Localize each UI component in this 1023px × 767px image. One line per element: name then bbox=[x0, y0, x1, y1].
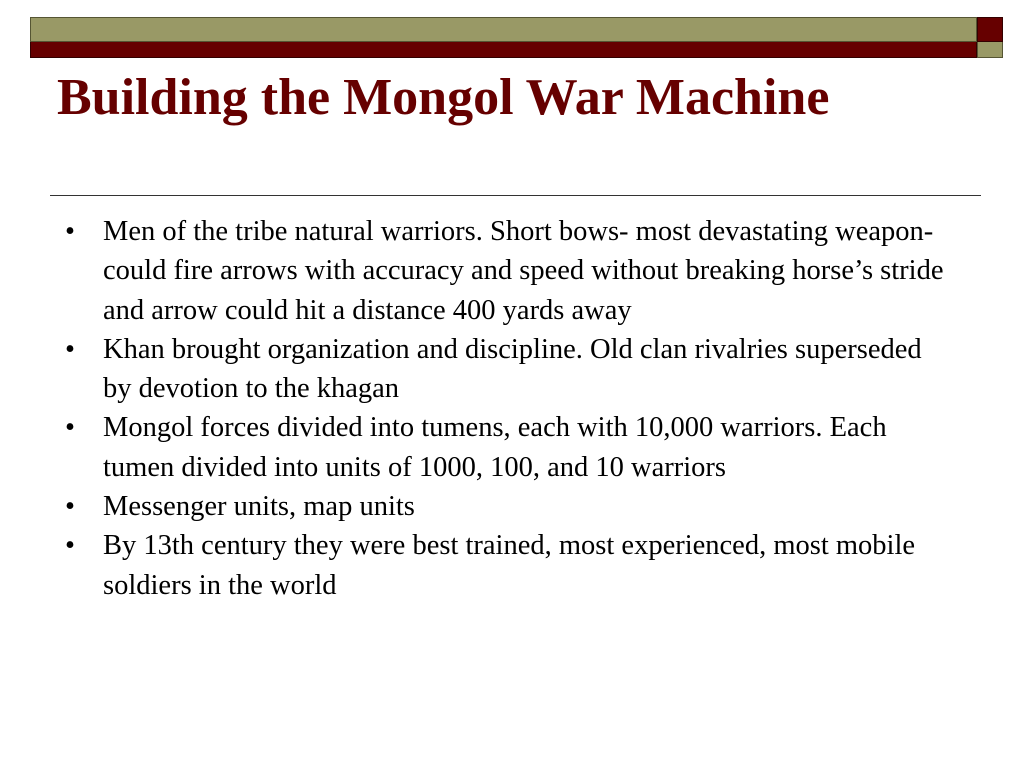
bullet-text: Messenger units, map units bbox=[103, 491, 415, 523]
bullet-text: Mongol forces divided into tumens, each with 10,000 warriors. Each tumen divided into units of 1000, 100, and 10 warriors bbox=[103, 412, 887, 483]
bullet-dot-icon: • bbox=[65, 216, 75, 247]
bullet-item bbox=[65, 408, 955, 487]
bullet-list bbox=[65, 212, 955, 605]
bullet-item bbox=[65, 487, 955, 526]
bullet-dot-icon: • bbox=[65, 491, 75, 523]
bullet-text: By 13th century they were best trained, most experienced, most mobile soldiers in the world bbox=[103, 530, 916, 601]
bullet-dot-icon: • bbox=[65, 333, 75, 365]
header-olive-bar bbox=[30, 17, 977, 42]
bullet-text: Khan brought organization and discipline. Old clan rivalries superseded by devotion to the khagan bbox=[103, 333, 922, 405]
bullet-text: Men of the tribe natural warriors. Short bows- most devastating weapon- could fire arrows with accuracy and speed without breaking horse’s stride and arrow could hit a distance 400 yards away bbox=[103, 216, 944, 326]
bullet-dot-icon: • bbox=[65, 530, 75, 562]
bullet-item bbox=[65, 212, 955, 330]
bullet-item bbox=[65, 526, 955, 605]
bullet-item bbox=[65, 330, 955, 409]
title-divider bbox=[50, 195, 981, 196]
slide-title: Building the Mongol War Machine bbox=[57, 69, 830, 126]
header-maroon-bar bbox=[30, 42, 977, 58]
header-maroon-square bbox=[977, 17, 1003, 42]
header-olive-square bbox=[977, 42, 1003, 58]
bullet-dot-icon: • bbox=[65, 412, 75, 444]
